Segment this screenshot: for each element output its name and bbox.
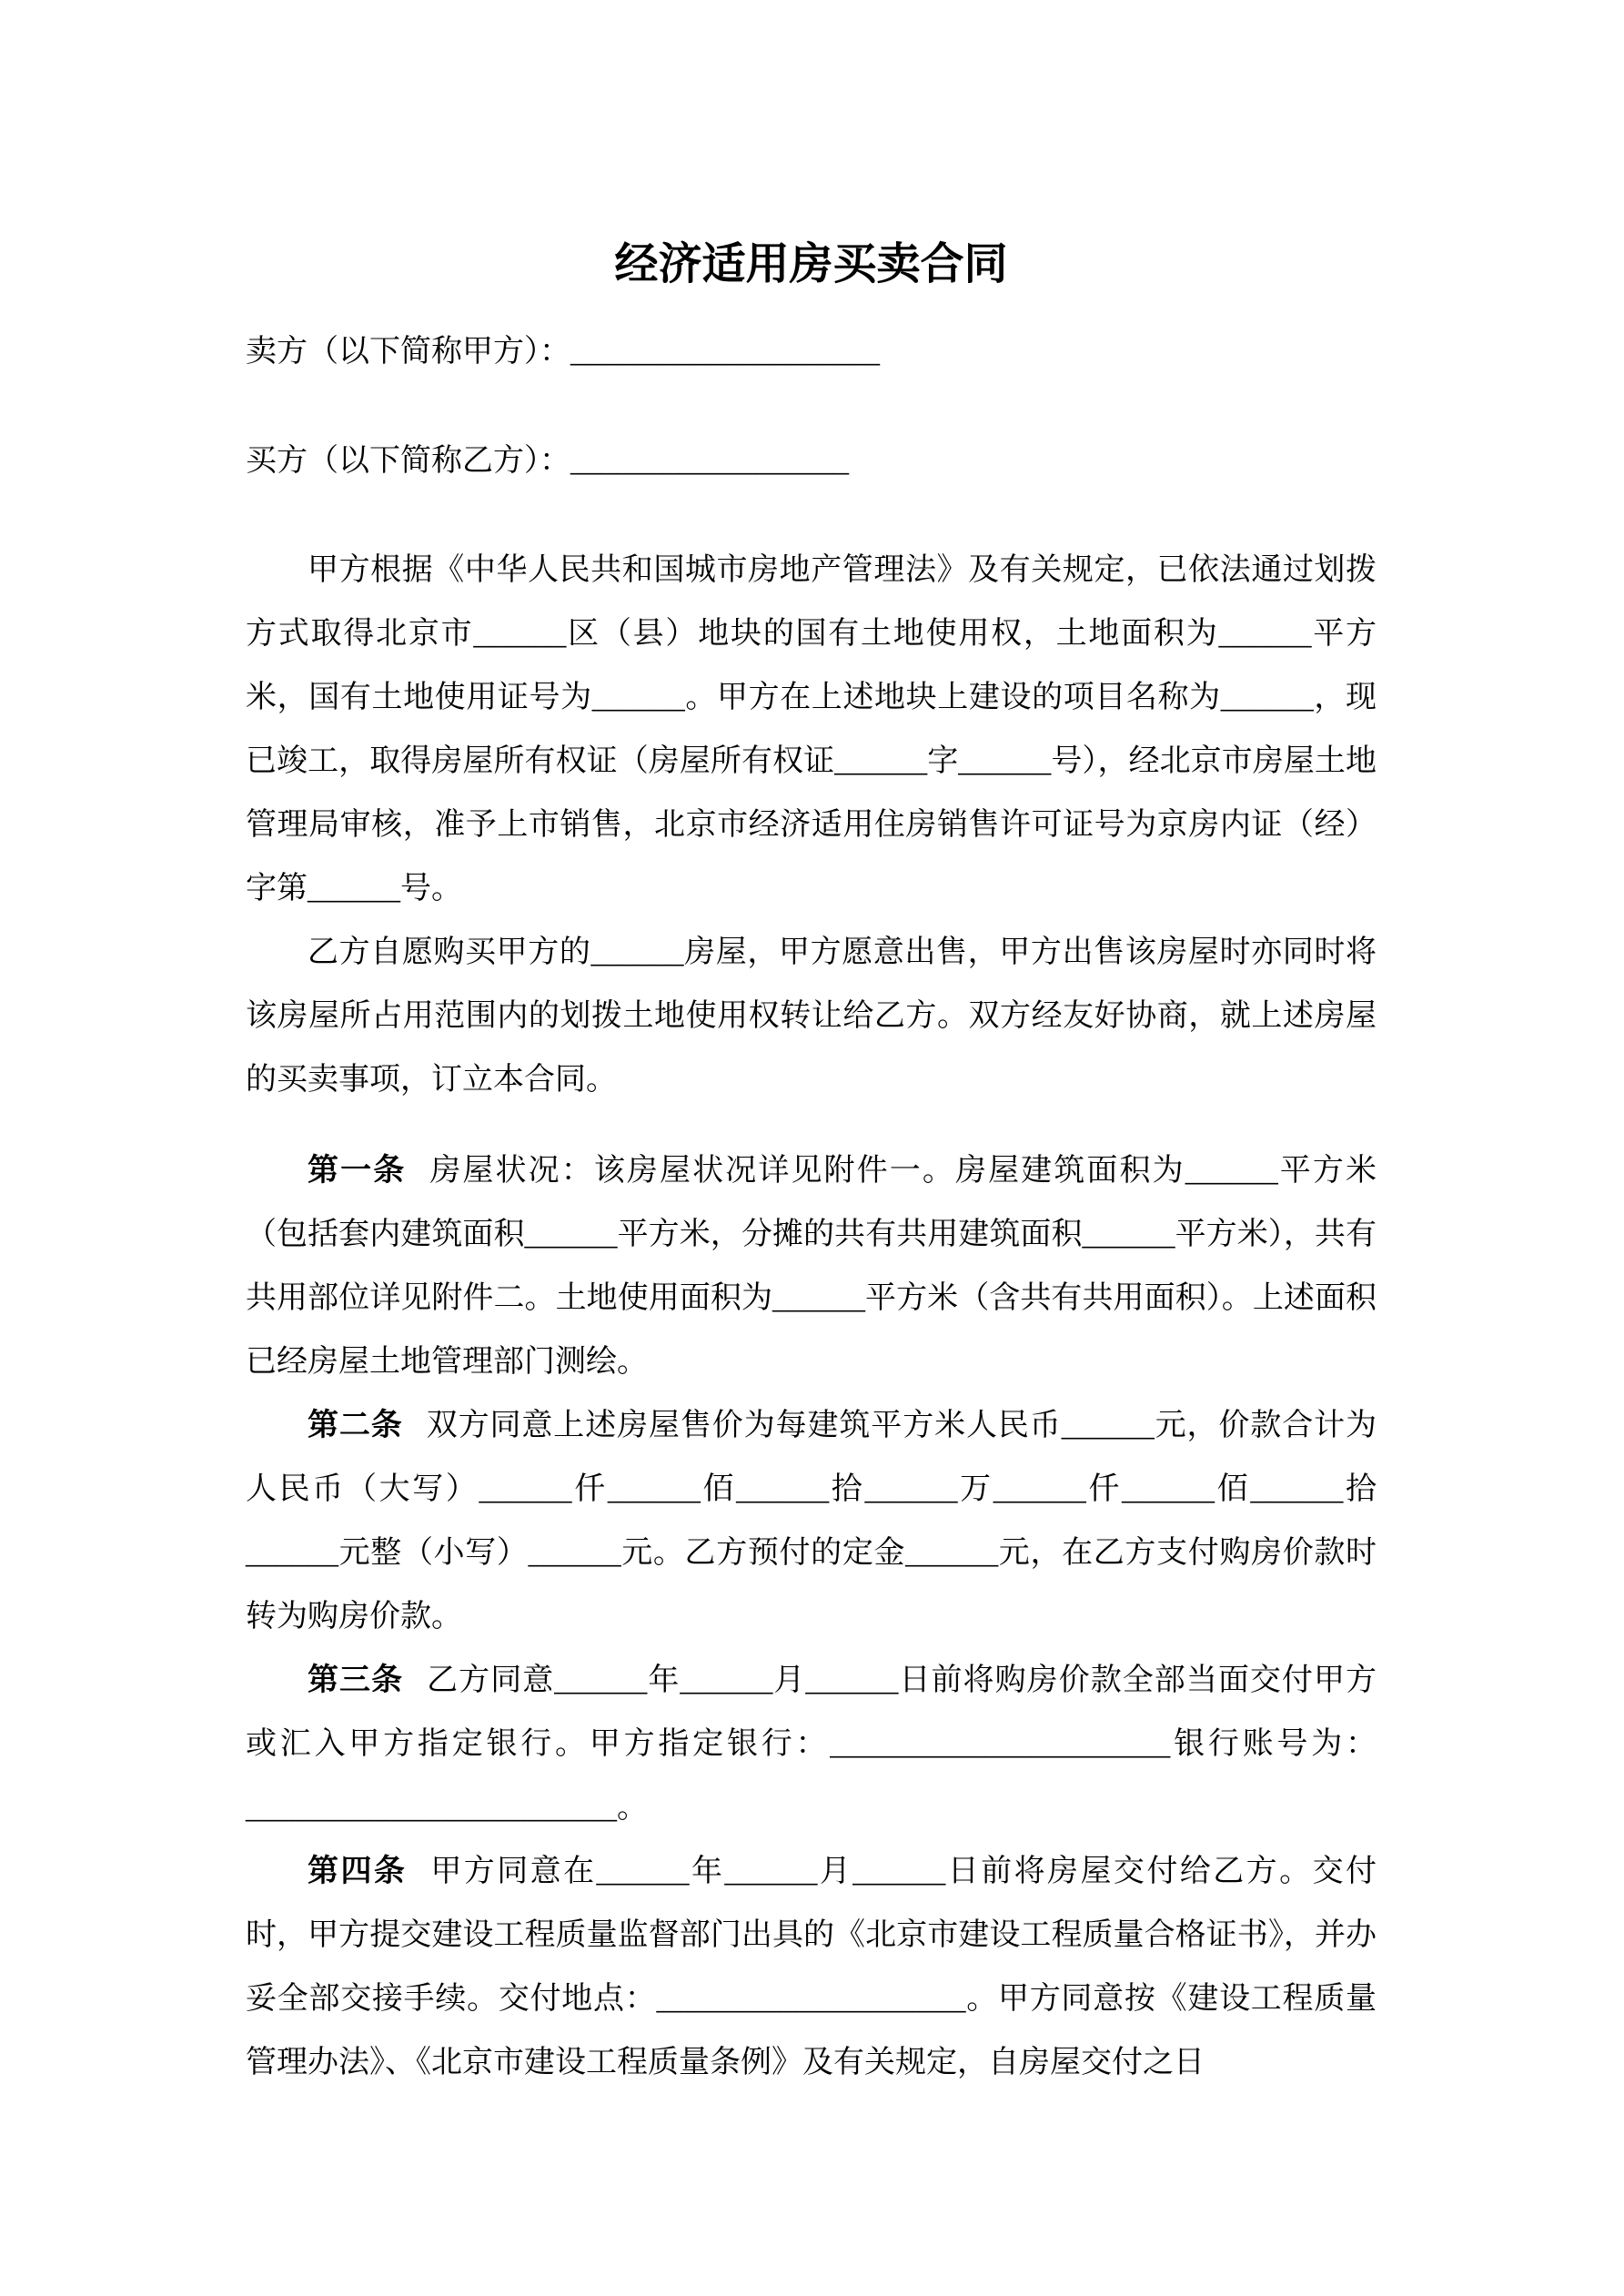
paragraph-preamble-land (246, 539, 1377, 921)
clause-4 (246, 1840, 1377, 2095)
paragraph-intent (246, 921, 1377, 1112)
clause-3 (246, 1649, 1377, 1840)
clause-2-text: 双方同意上述房屋售价为每建筑平方米人民币______元，价款合计为人民币（大写）______仟______佰______拾______万______仟______佰______拾______元整（小写）______元。乙方预付的定金______元，在乙方支付购房价款时转为购房价款。 (246, 1409, 1377, 1633)
clause-3-heading: 第三条 (308, 1664, 404, 1697)
buyer-line (246, 430, 1377, 493)
buyer-name-blank: __________________ (570, 444, 849, 478)
paragraph-intent-text: 乙方自愿购买甲方的______房屋，甲方愿意出售，甲方出售该房屋时亦同时将该房屋所占用范围内的划拨土地使用权转让给乙方。双方经友好协商，就上述房屋的买卖事项，订立本合同。 (246, 936, 1377, 1097)
clause-1-text: 房屋状况：该房屋状况详见附件一。房屋建筑面积为______平方米（包括套内建筑面积______平方米，分摊的共有共用建筑面积______平方米），共有共用部位详见附件二。土地使用面积为______平方米（含共有共用面积）。上述面积已经房屋土地管理部门测绘。 (246, 1154, 1377, 1379)
clause-4-text: 甲方同意在______年______月______日前将房屋交付给乙方。交付时，甲方提交建设工程质量监督部门出具的《北京市建设工程质量合格证书》，并办妥全部交接手续。交付地点：____________________。甲方同意按《建设工程质量管理办法》、《北京市建设工程质量条例》及有关规定，自房屋交付之日 (246, 1855, 1377, 2079)
seller-name-blank: ____________________ (570, 335, 880, 369)
clause-3-text: 乙方同意______年______月______日前将购房价款全部当面交付甲方或汇入甲方指定银行。甲方指定银行：______________________银行账号为：________________________。 (246, 1664, 1377, 1825)
buyer-label: 买方（以下简称乙方）： (246, 444, 570, 478)
clause-1-heading: 第一条 (308, 1154, 407, 1188)
document-title: 经济适用房买卖合同 (614, 240, 1008, 288)
clause-2-heading: 第二条 (308, 1409, 403, 1442)
paragraph-preamble-land-text: 甲方根据《中华人民共和国城市房地产管理法》及有关规定，已依法通过划拨方式取得北京市______区（县）地块的国有土地使用权，土地面积为______平方米，国有土地使用证号为______。甲方在上述地块上建设的项目名称为______，现已竣工，取得房屋所有权证（房屋所有权证______字______号），经北京市房屋土地管理局审核，准予上市销售，北京市经济适用住房销售许可证号为京房内证（经）字第______号。 (246, 553, 1377, 905)
clause-2 (246, 1394, 1377, 1649)
seller-line (246, 320, 1377, 384)
seller-label: 卖方（以下简称甲方）： (246, 335, 570, 369)
clause-1 (246, 1139, 1377, 1394)
contract-body (246, 539, 1377, 2095)
clause-4-heading: 第四条 (308, 1855, 408, 1888)
